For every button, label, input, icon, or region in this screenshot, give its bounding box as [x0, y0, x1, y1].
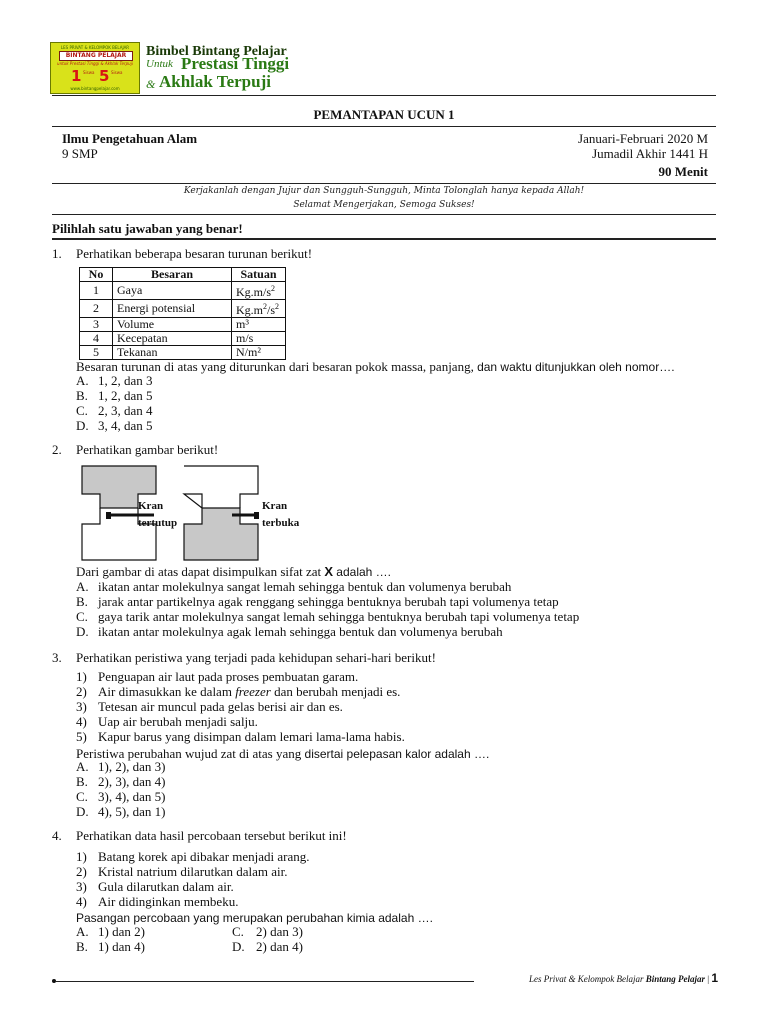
question-2-options [76, 579, 579, 639]
item-text: Batang korek api dibakar menjadi arang. [98, 849, 310, 864]
option-c[interactable] [76, 403, 153, 418]
cell-no: 4 [80, 332, 113, 346]
logo-slogan: untuk Prestasi Tinggi & Akhlak Terpuji [57, 61, 133, 66]
motto-rule-top [52, 183, 716, 184]
cell-no: 1 [80, 282, 113, 300]
question-3-stem-tail: disertai pelepasan kalor adalah …. [304, 747, 490, 761]
question-2-stem [76, 564, 391, 580]
question-4-options-col-2 [232, 924, 303, 954]
option-text: 3), 4), dan 5) [98, 789, 166, 804]
question-1-stem [76, 359, 675, 375]
question-1-text: Perhatikan beberapa besaran turunan berikut! [76, 246, 313, 261]
question-2-stem-x: X [324, 564, 334, 579]
option-letter: B. [76, 774, 88, 789]
question-3-stem-text: Peristiwa perubahan wujud zat di atas yang [76, 746, 302, 761]
table-row [80, 332, 286, 346]
question-1-options [76, 373, 153, 433]
open-valve-tap-end [254, 512, 259, 519]
option-letter: C. [76, 403, 88, 418]
option-text: 2) dan 4) [256, 939, 303, 954]
question-2-number: 2. [52, 442, 62, 457]
option-text: 3, 4, dan 5 [98, 418, 153, 433]
option-letter: A. [76, 579, 89, 594]
option-d[interactable] [76, 624, 579, 639]
open-valve-top-chamber [184, 466, 258, 508]
option-a[interactable] [76, 579, 579, 594]
table-row [80, 300, 286, 318]
option-letter: A. [76, 924, 89, 939]
closed-valve-tap-end [106, 512, 111, 519]
cell-satuan: m/s [232, 332, 286, 346]
cell-besaran: Kecepatan [113, 332, 232, 346]
page-number: 1 [711, 971, 718, 985]
list-item [76, 714, 405, 729]
item-text: Gula dilarutkan dalam air. [98, 879, 234, 894]
option-a[interactable] [76, 373, 153, 388]
table-header-no: No [80, 268, 113, 282]
option-text: 2), 3), dan 4) [98, 774, 166, 789]
logo-number-1-label: Siswa [83, 70, 95, 75]
item-text: Air didinginkan membeku. [98, 894, 239, 909]
question-3-items [76, 669, 405, 744]
cell-satuan [232, 282, 286, 300]
date-hijri: Jumadil Akhir 1441 H [592, 146, 708, 161]
list-item [76, 849, 310, 864]
question-3-text: Perhatikan peristiwa yang terjadi pada kehidupan sehari-hari berikut! [76, 650, 436, 665]
cell-satuan: m³ [232, 318, 286, 332]
question-3-options [76, 759, 166, 819]
table-header-row [80, 268, 286, 282]
option-b[interactable] [76, 774, 166, 789]
cell-no: 2 [80, 300, 113, 318]
item-text-tail: dan berubah menjadi es. [274, 684, 401, 699]
option-a[interactable] [76, 924, 145, 939]
item-text: Tetesan air muncul pada gelas berisi air dan es. [98, 699, 343, 714]
question-2-stem-tail: adalah …. [336, 565, 391, 579]
title-rule [52, 126, 716, 127]
option-letter: C. [232, 924, 244, 939]
item-text: Kristal natrium dilarutkan dalam air. [98, 864, 288, 879]
item-number: 2) [76, 864, 87, 879]
question-2-stem-text: Dari gambar di atas dapat disimpulkan sifat zat [76, 564, 322, 579]
cell-no: 5 [80, 346, 113, 360]
option-a[interactable] [76, 759, 166, 774]
footer-text: Les Privat & Kelompok Belajar [528, 974, 644, 984]
unit-text: Kg.m/s [236, 285, 272, 299]
unit-exponent-2: 2 [275, 302, 280, 311]
cell-no: 3 [80, 318, 113, 332]
question-2-text: Perhatikan gambar berikut! [76, 442, 219, 457]
cell-besaran: Energi potensial [113, 300, 232, 318]
page-title: PEMANTAPAN UCUN 1 [313, 107, 455, 122]
logo-name: BINTANG PELAJAR [59, 51, 133, 61]
label-open-valve [262, 498, 299, 532]
question-4-stem: Pasangan percobaan yang merupakan perubahan kimia adalah …. [76, 911, 433, 925]
question-1-stem-tail: dan waktu ditunjukkan oleh nomor…. [477, 360, 675, 374]
option-text: 2) dan 3) [256, 924, 303, 939]
option-text: 4), 5), dan 1) [98, 804, 166, 819]
option-letter: B. [76, 939, 88, 954]
logo-website: www.bintangpelajar.com [70, 86, 120, 91]
option-b[interactable] [76, 939, 145, 954]
option-b[interactable] [76, 388, 153, 403]
item-text: Uap air berubah menjadi salju. [98, 714, 258, 729]
list-item [76, 864, 310, 879]
option-c[interactable] [232, 924, 303, 939]
logo-number-5: 5 [99, 67, 110, 85]
option-text: 1), 2), dan 3) [98, 759, 166, 774]
label-closed-line-1: Kran [138, 500, 164, 512]
item-number: 5) [76, 729, 87, 744]
unit-text-2: /s [267, 303, 276, 317]
item-number: 3) [76, 699, 87, 714]
option-text: 1, 2, dan 3 [98, 373, 153, 388]
table-header-satuan: Satuan [232, 268, 286, 282]
logo-number-5-label: Siswa [111, 70, 123, 75]
item-number: 3) [76, 879, 87, 894]
list-item [76, 879, 310, 894]
logo-number-1: 1 [71, 67, 82, 85]
option-letter: C. [76, 609, 88, 624]
unit-exponent: 2 [271, 284, 276, 293]
option-letter: D. [232, 939, 245, 954]
cell-besaran: Volume [113, 318, 232, 332]
unit-text: Kg.m [236, 303, 263, 317]
cell-satuan [232, 300, 286, 318]
grade: 9 SMP [62, 146, 98, 161]
brand-slogan-2: Akhlak Terpuji [159, 72, 271, 91]
table-row [80, 282, 286, 300]
label-closed-line-2: tertutup [138, 517, 178, 529]
item-number: 1) [76, 669, 87, 684]
option-text: gaya tarik antar molekulnya sangat lemah sehingga bentuknya berubah tapi volumenya tetap [98, 609, 580, 624]
duration: 90 Menit [658, 164, 708, 179]
item-number: 1) [76, 849, 87, 864]
option-letter: D. [76, 624, 89, 639]
cell-besaran: Gaya [113, 282, 232, 300]
label-open-line-1: Kran [262, 500, 288, 512]
option-text: ikatan antar molekulnya agak lemah sehingga bentuk dan volumenya berubah [98, 624, 503, 639]
cell-satuan: N/m² [232, 346, 286, 360]
option-letter: A. [76, 759, 89, 774]
header-rule [52, 95, 716, 96]
cell-besaran: Tekanan [113, 346, 232, 360]
option-d[interactable] [76, 804, 166, 819]
question-1-number: 1. [52, 246, 62, 261]
item-text: Air dimasukkan ke dalam [98, 684, 232, 699]
list-item [76, 729, 405, 744]
option-c[interactable] [76, 789, 166, 804]
subject: Ilmu Pengetahuan Alam [62, 131, 198, 146]
motto-line-1: Kerjakanlah dengan Jujur dan Sungguh-Sungguh, Minta Tolonglah hanya kepada Allah! [183, 186, 585, 196]
option-d[interactable] [76, 418, 153, 433]
option-text: 1, 2, dan 5 [98, 388, 153, 403]
item-text: Kapur barus yang disimpan dalam lemari lama-lama habis. [98, 729, 405, 744]
option-text: 2, 3, dan 4 [98, 403, 153, 418]
question-4-options-col-1 [76, 924, 145, 954]
list-item [76, 894, 310, 909]
label-open-line-2: terbuka [262, 517, 300, 529]
option-letter: C. [76, 789, 88, 804]
footer: Les Privat & Kelompok Belajar Bintang Pelajar | 1 [528, 971, 718, 985]
list-item [76, 699, 405, 714]
item-number: 4) [76, 894, 87, 909]
question-4-items [76, 849, 310, 909]
option-d[interactable] [232, 939, 303, 954]
option-letter: D. [76, 804, 89, 819]
footer-rule [56, 981, 474, 982]
option-b[interactable] [76, 594, 579, 609]
question-3-number: 3. [52, 650, 62, 665]
quantity-table [79, 267, 286, 360]
option-c[interactable] [76, 609, 579, 624]
logo-tagline: LES PRIVAT & KELOMPOK BELAJAR [60, 45, 130, 50]
table-row [80, 346, 286, 360]
option-letter: B. [76, 388, 88, 403]
brand-slogan-1: Prestasi Tinggi [181, 54, 290, 73]
list-item [76, 684, 405, 699]
item-number: 4) [76, 714, 87, 729]
instruction: Pilihlah satu jawaban yang benar! [52, 221, 243, 236]
brand-name: Bimbel Bintang Pelajar [146, 44, 287, 59]
option-text: ikatan antar molekulnya sangat lemah sehingga bentuk dan volumenya berubah [98, 579, 512, 594]
option-text: 1) dan 2) [98, 924, 145, 939]
logo [50, 42, 140, 94]
option-text: jarak antar partikelnya agak renggang sehingga bentuknya berubah tapi volumenya tetap [98, 594, 559, 609]
date-masehi: Januari-Februari 2020 M [578, 131, 708, 146]
option-text: 1) dan 4) [98, 939, 145, 954]
label-closed-valve [138, 498, 177, 532]
brand-untuk: Untuk [146, 58, 173, 70]
item-text: Penguapan air laut pada proses pembuatan garam. [98, 669, 359, 684]
question-4-number: 4. [52, 828, 62, 843]
table-header-besaran: Besaran [113, 268, 232, 282]
instruction-rule [52, 238, 716, 240]
question-1-stem-text: Besaran turunan di atas yang diturunkan dari besaran pokok massa, panjang, [76, 359, 474, 374]
option-letter: B. [76, 594, 88, 609]
list-item [76, 669, 405, 684]
option-letter: D. [76, 418, 89, 433]
item-emphasis: freezer [235, 684, 271, 699]
table-row [80, 318, 286, 332]
item-number: 2) [76, 684, 87, 699]
question-4-text: Perhatikan data hasil percobaan tersebut berikut ini! [76, 828, 347, 843]
footer-brand: Bintang Pelajar [645, 974, 705, 984]
motto-line-2: Selamat Mengerjakan, Semoga Sukses! [293, 200, 475, 210]
option-letter: A. [76, 373, 89, 388]
motto-rule-bottom [52, 214, 716, 215]
brand-ampersand: & [146, 77, 156, 91]
unit-exponent: 2 [263, 302, 267, 311]
